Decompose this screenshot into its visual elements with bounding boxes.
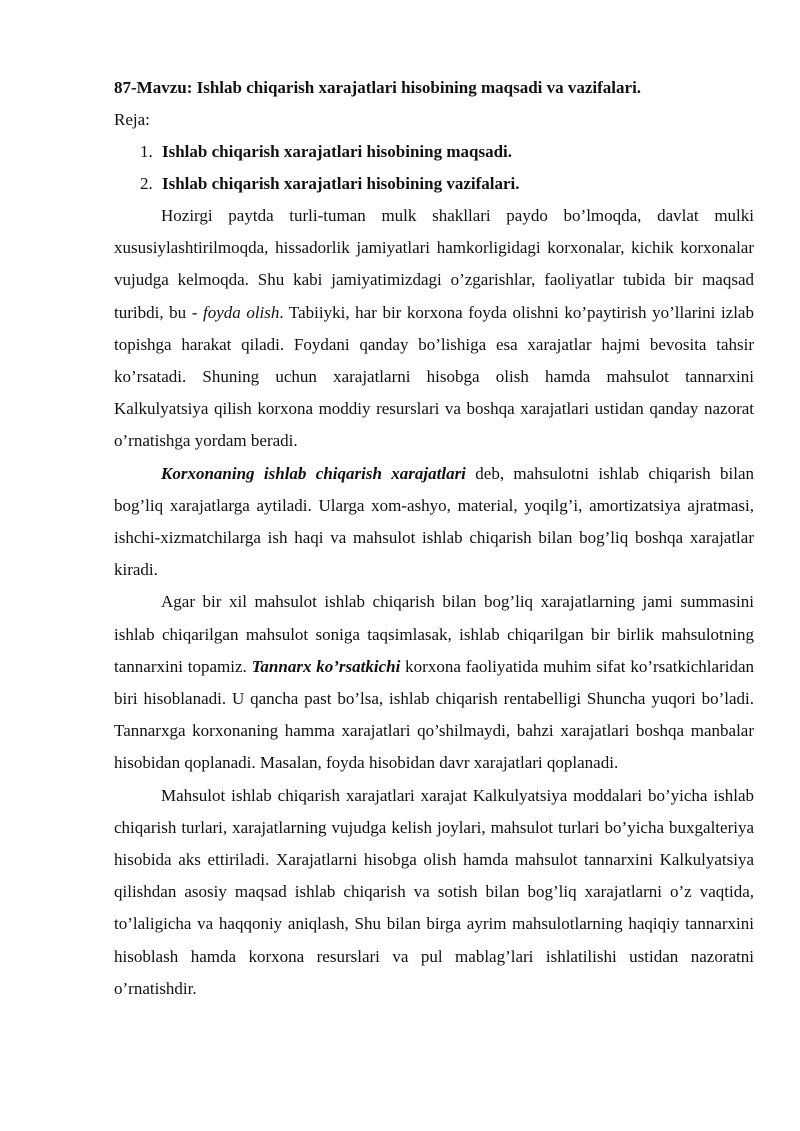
paragraph-text: . Tabiiyki, har bir korxona foyda olishni ko’paytirish yo’llarini izlab topishga harakat qiladi. Foydani qanday bo’lishiga esa xarajatlar hajmi bevosita tahsir ko’rsatadi. Shuning uchun xarajatlarni hisobga olish hamda mahsulot tannarxini Kalkulyatsiya qilish korxona moddiy resurslari va boshqa xarajatlari ustidan qanday nazorat o’rnatishga yordam beradi. [114, 302, 754, 451]
paragraph-1 [114, 200, 754, 458]
plan-list [114, 136, 754, 200]
paragraph-text: Hozirgi paytda turli-tuman mulk shakllari paydo bo’lmoqda, davlat mulki xususiylashtirilmoqda, hissadorlik jamiyatlari hamkorligidagi korxonalar, kichik korxonalar vujudga kelmoqda. Shu kabi jamiyatimizdagi o’zgarishlar, faoliyatlar tubida bir maqsad turibdi, bu - [114, 206, 754, 322]
plan-heading: Reja: [114, 110, 150, 129]
emphasis-term: Korxonaning ishlab chiqarish xarajatlari [161, 463, 466, 483]
plan-item [114, 168, 754, 200]
paragraph-text: korxona faoliyatida muhim sifat ko’rsatkichlaridan biri hisoblanadi. U qancha past bo’lsa, ishlab chiqarish rentabelligi Shuncha yuqori bo’ladi. Tannarxga korxonaning hamma xarajatlari qo’shilmaydi, bahzi xarajatlari boshqa manbalar hisobidan qoplanadi. Masalan, foyda hisobidan davr xarajatlari qoplanadi. [114, 656, 754, 773]
plan-item-number: 1. [140, 142, 153, 161]
emphasis-term: foyda olish [202, 302, 280, 322]
plan-item-text: Ishlab chiqarish xarajatlari hisobining maqsadi. [162, 142, 513, 161]
plan-item-number: 2. [140, 174, 153, 193]
plan-item [114, 136, 754, 168]
paragraph-4: Mahsulot ishlab chiqarish xarajatlari xarajat Kalkulyatsiya moddalari bo’yicha ishlab chiqarish turlari, xarajatlarning vujudga kelish joylari, mahsulot turlari bo’yicha buxgalteriya hisobida aks ettiriladi. Xarajatlarni hisobga olish hamda mahsulot tannarxini Kalkulyatsiya qilishdan asosiy maqsad ishlab chiqarish va sotish bilan bog’liq xarajatlarni o’z vaqtida, to’laligicha va haqqoniy aniqlash, Shu bilan birga ayrim mahsulotlarning haqiqiy tannarxini hisoblash hamda korxona resurslari va pul mablag’lari ishlatilishi ustidan nazoratni o’rnatishdir. [114, 785, 754, 998]
page-title: 87-Mavzu: Ishlab chiqarish xarajatlari hisobining maqsadi va vazifalari. [114, 78, 642, 97]
document-page [114, 72, 754, 1005]
plan-item-text: Ishlab chiqarish xarajatlari hisobining vazifalari. [162, 174, 520, 193]
emphasis-term: Tannarx ko’rsatkichi [251, 656, 401, 676]
paragraph-3 [114, 586, 754, 779]
paragraph-2 [114, 458, 754, 587]
paragraph-text: Agar bir xil mahsulot ishlab chiqarish bilan bog’liq xarajatlarning jami summasini ishlab chiqarilgan mahsulot soniga taqsimlasak, ishlab chiqarilgan bir birlik mahsulotning tannarxini topamiz. [114, 592, 754, 676]
paragraph-text: deb, mahsulotni ishlab chiqarish bilan bog’liq xarajatlarga aytiladi. Ularga xom-ashyo, material, yoqilg’i, amortizatsiya ajratmasi, ishchi-xizmatchilarga ish haqi va mahsulot ishlab chiqarish bilan bog’liq boshqa xarajatlar kiradi. [114, 463, 754, 580]
